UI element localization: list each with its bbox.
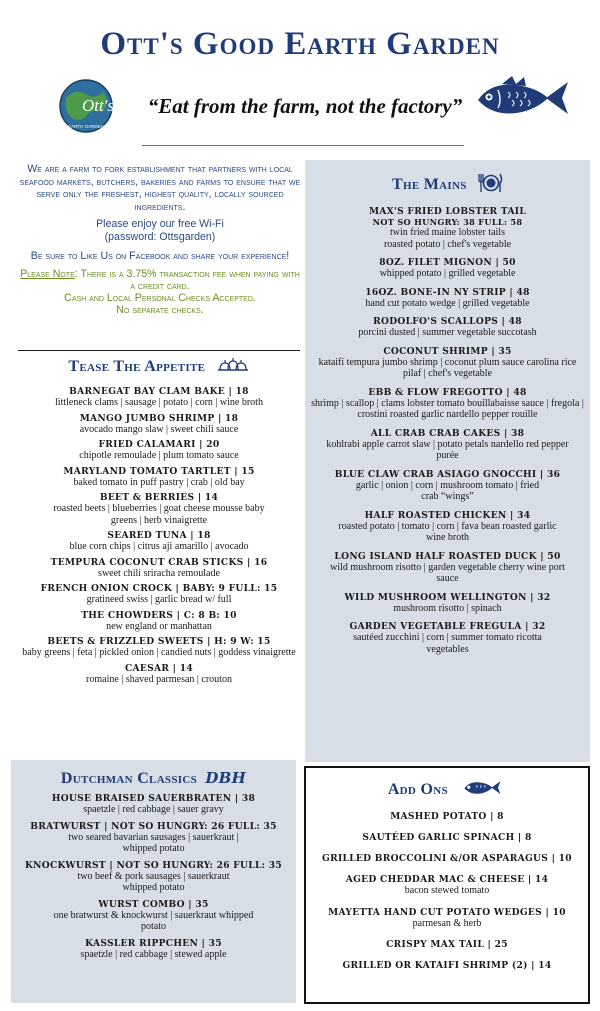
menu-item: RODOLFO'S SCALLOPS | 48 porcini dusted | summer vegetable succotash [358, 316, 537, 338]
menu-item: MAYETTA HAND CUT POTATO WEDGES | 10 parmesan & herb [328, 906, 566, 929]
menu-item: WURST COMBO | 35 one bratwurst & knockwurst | sauerkraut whipped potato [53, 898, 254, 932]
wifi-text: Please enjoy our free Wi-Fi [96, 218, 224, 230]
menu-item: GRILLED OR KATAIFI SHRIMP (2) | 14 [342, 960, 552, 971]
menu-item: HOUSE BRAISED SAUERBRATEN | 38 spaetzle | red cabbage | sauer gravy [51, 793, 256, 815]
menu-item: FRENCH ONION CROCK | BABY: 9 FULL: 15 gratineed swiss | garlic bread w/ full [40, 583, 278, 605]
divider [142, 145, 464, 146]
menu-item: AGED CHEDDAR MAC & CHEESE | 14 bacon stewed tomato [345, 874, 549, 896]
intro-text [18, 163, 302, 316]
dbh-badge: DBH [205, 769, 247, 787]
mains-section [305, 160, 590, 762]
menu-item: MAX'S FRIED LOBSTER TAIL NOT SO HUNGRY: 38 FULL: 58 twin fried maine lobster tails roasted potato | chef's vegetable [368, 206, 527, 250]
menu-item: ALL CRAB CRAB CAKES | 38 kohlrabi apple carrot slaw | potato petals nardello red pepper purée [326, 427, 569, 461]
menu-item: FRIED CALAMARI | 20 chipotle remoulade | plum tomato sauce [79, 439, 239, 461]
svg-text:EARTH GARDEN: EARTH GARDEN [68, 124, 104, 129]
wifi-password: (password: Ottsgarden) [104, 230, 216, 243]
note-text: : There is a 3.75% transaction fee when paying with a credit card. [74, 267, 300, 292]
menu-item: BARNEGAT BAY CLAM BAKE | 18 littleneck clams | sausage | potato | corn | wine broth [55, 386, 263, 408]
payment-note [18, 268, 302, 316]
menu-item: LONG ISLAND HALF ROASTED DUCK | 50 wild mushroom risotto | garden vegetable cherry wine port sauce [330, 550, 565, 584]
svg-text:Ott's: Ott's [82, 96, 114, 115]
menu-item: WILD MUSHROOM WELLINGTON | 32 mushroom risotto | spinach [344, 591, 551, 614]
appetizer-section [18, 357, 300, 689]
menu-item: GARDEN VEGETABLE FREGULA | 32 sautéed zucchini | corn | summer tomato ricotta vegetables [349, 621, 546, 655]
menu-item: CAESAR | 14 romaine | shaved parmesan | crouton [86, 662, 232, 685]
menu-item: CRISPY MAX TAIL | 25 [386, 939, 508, 950]
dutchman-section [11, 760, 296, 1003]
note-cash: Cash and Local Personal Checks Accepted. [64, 291, 256, 304]
addons-section [304, 766, 590, 1004]
menu-item: BEET & BERRIES | 14 roasted beets | blueberries | goat cheese mousse baby greens | herb vinaigrette [53, 492, 265, 526]
menu-item: SAUTÉED GARLIC SPINACH | 8 [362, 832, 532, 843]
note-label: Please Note [20, 267, 75, 280]
menu-item: KNOCKWURST | NOT SO HUNGRY: 26 FULL: 35 two beef & pork sausages | sauerkraut whipped potato [24, 859, 283, 893]
section-title: Tease The Appetite [18, 357, 300, 378]
menu-item: THE CHOWDERS | C: 8 B: 10 new england or manhattan [81, 609, 237, 632]
menu-item: MASHED POTATO | 8 [390, 811, 504, 822]
fish-icon [458, 778, 506, 803]
plate-icon [477, 172, 503, 199]
appetizer-tray-icon [216, 357, 250, 378]
menu-item: SEARED TUNA | 18 blue corn chips | citrus aji amarillo | avocado [69, 530, 249, 552]
menu-item: KASSLER RIPPCHEN | 35 spaetzle | red cabbage | stewed apple [80, 937, 227, 960]
restaurant-title: Ott's Good Earth Garden [100, 26, 500, 62]
menu-item: GRILLED BROCCOLINI &/OR ASPARAGUS | 10 [322, 853, 572, 864]
menu-item: 16OZ. BONE-IN NY STRIP | 48 hand cut potato wedge | grilled vegetable [365, 286, 530, 309]
menu-item: HALF ROASTED CHICKEN | 34 roasted potato | tomato | corn | fava bean roasted garlic wine broth [338, 509, 557, 543]
fish-icon [472, 74, 572, 124]
facebook-text: Be sure to Like Us on Facebook and share your experience! [30, 250, 290, 262]
menu-item: BLUE CLAW CRAB ASIAGO GNOCCHI | 36 garlic | onion | corn | mushroom tomato | fried crab “wings” [334, 468, 561, 502]
menu-item: MANGO JUMBO SHRIMP | 18 avocado mango slaw | sweet chili sauce [79, 412, 239, 435]
logo-icon [58, 78, 114, 134]
menu-item: 8OZ. FILET MIGNON | 50 whipped potato | grilled vegetable [379, 257, 516, 279]
menu-item: BEETS & FRIZZLED SWEETS | H: 9 W: 15 baby greens | feta | pickled onion | candied nuts | goddess vinaigrette [22, 636, 296, 658]
menu-item: TEMPURA COCONUT CRAB STICKS | 16 sweet chili sriracha remoulade [50, 556, 268, 579]
note-checks: No separate checks. [116, 303, 204, 316]
tagline: “Eat from the farm, not the factory” [147, 94, 463, 118]
section-title: Dutchman Classics DBH [60, 769, 247, 787]
about-text: We are a farm to fork establishment that partners with local seafood markets, butchers, bakeries and farms to ensure that we serve only the freshest, highest quality, locally sourced ingredients. [19, 163, 301, 213]
section-title: The Mains [305, 172, 590, 199]
menu-item: MARYLAND TOMATO TARTLET | 15 baked tomato in puff pastry | crab | old bay [63, 465, 255, 488]
menu-item: COCONUT SHRIMP | 35 kataifi tempura jumbo shrimp | coconut plum sauce carolina rice pilaf | chef's vegetable [318, 345, 577, 379]
menu-item: BRATWURST | NOT SO HUNGRY: 26 FULL: 35 two seared bavarian sausages | sauerkraut | whipped potato [30, 820, 277, 854]
menu-item: EBB & FLOW FREGOTTO | 48 shrimp | scallop | clams lobster tomato bouillabaisse sauce | fregola | crostini roasted garlic nardello pepper rouille [311, 386, 584, 420]
section-title: Add Ons [306, 778, 588, 803]
divider [18, 350, 300, 351]
